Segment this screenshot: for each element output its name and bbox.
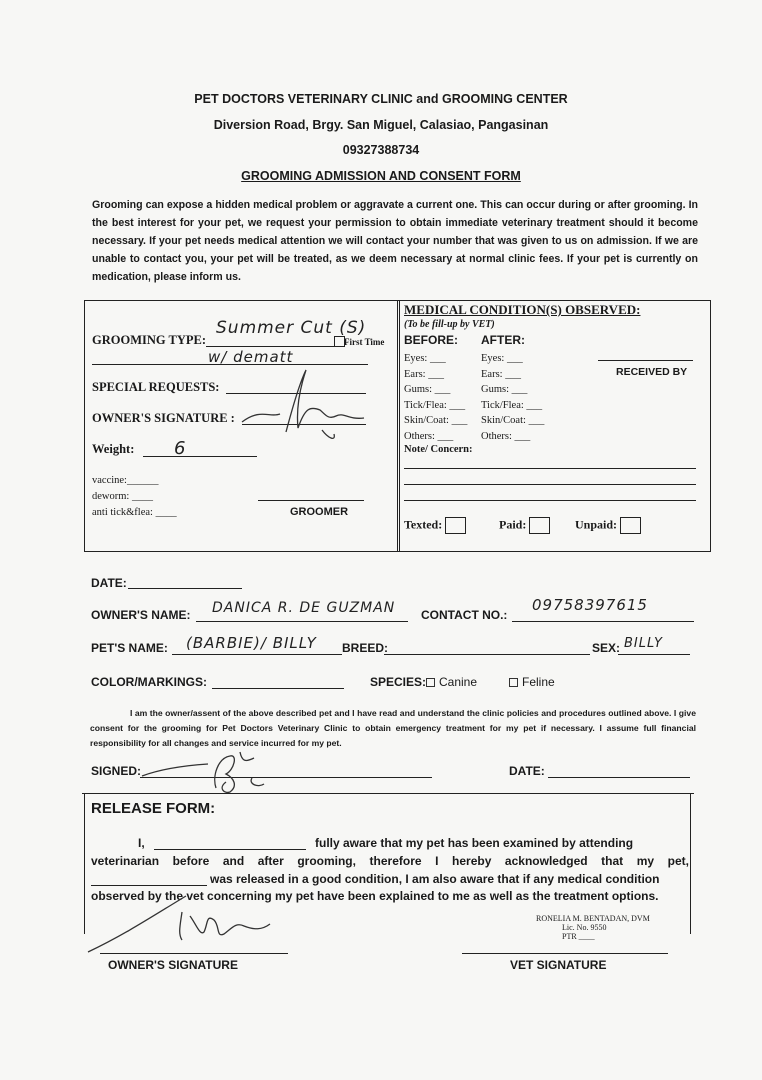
pet-name-value: (BARBIE)/ BILLY [186,634,317,652]
note-label: Note/ Concern: [404,444,473,455]
texted-checkbox[interactable] [445,517,466,534]
feline-option[interactable]: Feline [509,675,555,689]
vet-stamp: RONELIA M. BENTADAN, DVM Lic. No. 9550 PTR ____ [536,914,650,941]
release-title: RELEASE FORM: [91,800,216,817]
paid-checkbox[interactable] [529,517,550,534]
unpaid-checkbox[interactable] [620,517,641,534]
consent-text: I am the owner/assent of the above described pet and I have read and understand the clinic policies and procedures outlined above. I give consent for the grooming for Pet Doctors Veterinary Clinic to obtain emergency treatment for my pet if necessary. I assume full financial responsibility for all changes and service incurred for my pet. [90,708,696,748]
grooming-type-value-2: w/ dematt [208,348,294,366]
release-vet-signature-label: VET SIGNATURE [510,958,607,972]
vaccine-label: vaccine:______ [92,475,159,486]
signed-label: SIGNED: [91,764,142,778]
weight-value: 6 [174,438,187,459]
unpaid-field[interactable]: Unpaid: [575,517,641,534]
release-line3: was released in a good condition, I am also aware that if any medical condition [210,872,660,886]
release-line2: veterinarian before and after grooming, therefore I hereby acknowledged that my pet, [91,854,689,868]
received-by-label: RECEIVED BY [616,366,688,378]
release-line1: fully aware that my pet has been examined by attending [315,836,634,850]
weight-label: Weight: [92,442,135,456]
contact-value: 09758397615 [532,596,648,614]
texted-field[interactable]: Texted: [404,517,466,534]
release-line4: observed by the vet concerning my pet have been explained to me as well as the treatment options. [91,889,659,903]
owner-name-value: DANICA R. DE GUZMAN [212,600,396,616]
special-requests-label: SPECIAL REQUESTS: [92,380,220,394]
sex-label: SEX: [592,641,621,655]
intro-paragraph: Grooming can expose a hidden medical problem or aggravate a current one. This can occur during or after grooming. In the best interest for your pet, we request your permission to obtain immediate veterinary treatment should it become necessary. If your pet needs medical attention we will contact your number that was given to us on admission. If we are unable to contact you, your pet will be treated, as we deem necessary at normal clinic fees. If your pet is currently on medication, please inform us. [92,199,698,283]
before-list: Eyes: ___ Ears: ___ Gums: ___ Tick/Flea: ___ Skin/Coat: ___ Others: ___ [404,353,468,442]
groomer-label: GROOMER [290,506,349,518]
first-time-label: First Time [344,337,385,347]
pet-name-label: PET'S NAME: [91,641,168,655]
anti-tick-label: anti tick&flea: ____ [92,507,177,518]
grooming-type-label: GROOMING TYPE: [92,333,207,347]
color-label: COLOR/MARKINGS: [91,675,207,689]
after-list: Eyes: ___ Ears: ___ Gums: ___ Tick/Flea: ___ Skin/Coat: ___ Others: ___ [481,353,545,442]
medical-subtitle: (To be fill-up by VET) [404,319,495,330]
medical-title: MEDICAL CONDITION(S) OBSERVED: [404,302,641,317]
paid-field[interactable]: Paid: [499,517,550,534]
canine-option[interactable]: Canine [426,675,477,689]
owner-signature-scribble [240,368,370,448]
contact-label: CONTACT NO.: [421,608,508,622]
owner-signature-label: OWNER'S SIGNATURE : [92,411,235,425]
release-i: I, [138,836,145,850]
signed-signature-scribble [138,748,278,796]
owner-name-label: OWNER'S NAME: [91,608,191,622]
canine-checkbox[interactable] [426,678,435,687]
clinic-name: PET DOCTORS VETERINARY CLINIC and GROOMING CENTER [194,92,568,106]
date-label: DATE: [91,576,127,590]
before-label: BEFORE: [404,333,458,347]
clinic-address: Diversion Road, Brgy. San Miguel, Calasiao, Pangasinan [213,118,549,132]
after-label: AFTER: [481,333,525,347]
release-owner-signature-scribble [86,894,276,954]
clinic-phone: 09327388734 [342,143,420,157]
form-title: GROOMING ADMISSION AND CONSENT FORM [241,169,521,183]
breed-label: BREED: [342,641,389,655]
sex-value: BILLY [624,636,663,651]
feline-checkbox[interactable] [509,678,518,687]
signed-date-label: DATE: [509,764,545,778]
deworm-label: deworm: ____ [92,491,153,502]
grooming-type-value: Summer Cut (S) [216,318,367,338]
release-owner-signature-label: OWNER'S SIGNATURE [108,958,238,972]
species-label: SPECIES: [370,675,427,689]
